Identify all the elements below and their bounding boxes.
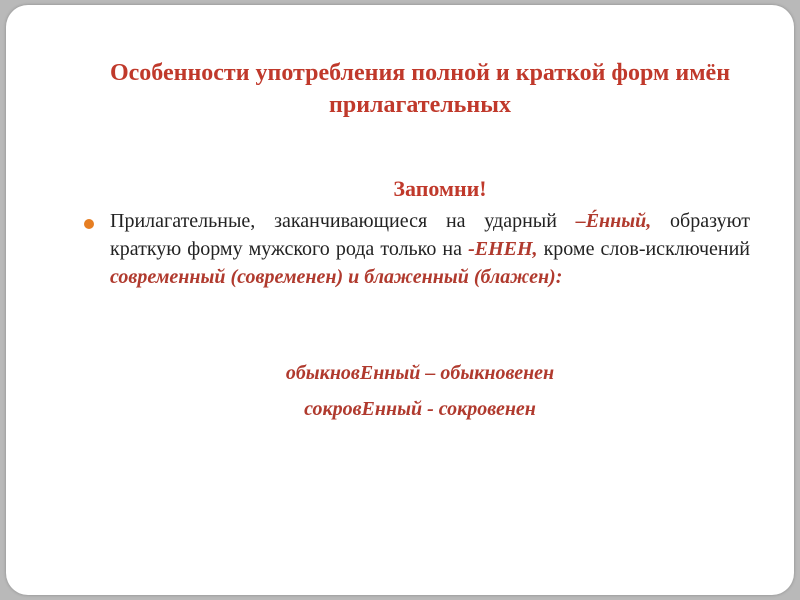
rule-text-2: образуют краткую форму мужского рода только на <box>110 210 750 260</box>
rule-ending: –Éнный, <box>575 210 652 232</box>
rule-paragraph <box>110 207 750 291</box>
bullet-dot-icon <box>84 219 94 229</box>
rule-exception: современный (современен) и блаженный (блажен): <box>110 266 563 288</box>
rule-text-3: кроме слов-исключений <box>537 238 750 260</box>
rule-text-1: Прилагательные, заканчивающиеся на ударный <box>110 210 576 232</box>
slide-subtitle: Запомни! <box>393 176 487 201</box>
rule-ending-short: -ЕНЕН, <box>468 238 538 260</box>
slide-title: Особенности употребления полной и краткой форм имён прилагательных <box>109 60 731 118</box>
example-line: обыкновЕнный – обыкновенен <box>285 362 555 384</box>
slide <box>6 5 794 595</box>
example-line: сокровЕнный - сокровенен <box>304 398 536 420</box>
